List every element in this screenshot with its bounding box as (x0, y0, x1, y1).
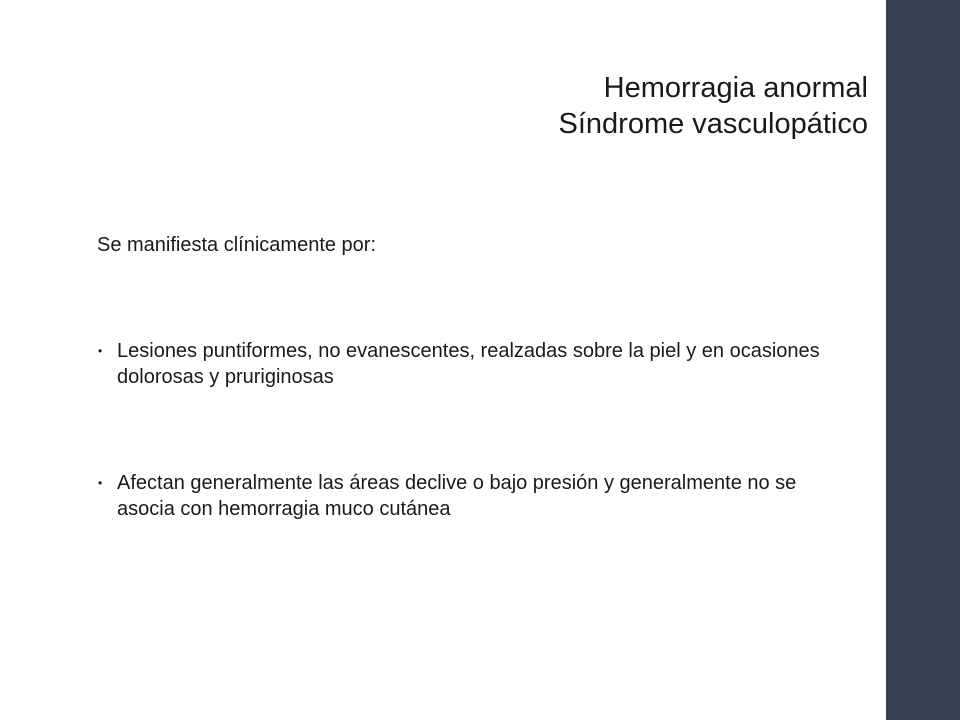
bullet-dot-icon: • (98, 344, 103, 358)
bullet-list (97, 338, 837, 602)
bullet-text: Lesiones puntiformes, no evanescentes, realzadas sobre la piel y en ocasiones dolorosas y pruriginosas (117, 340, 820, 388)
bullet-item (97, 338, 837, 390)
bullet-text: Afectan generalmente las áreas declive o bajo presión y generalmente no se asocia con hemorragia muco cutánea (117, 472, 797, 520)
bullet-dot-icon: • (98, 476, 103, 490)
slide-title (559, 70, 869, 142)
title-line-2: Síndrome vasculopático (558, 108, 868, 140)
bullet-item (97, 470, 837, 522)
title-line-1: Hemorragia anormal (603, 72, 868, 104)
intro-text: Se manifiesta clínicamente por: (97, 234, 377, 256)
side-accent-band (886, 0, 960, 720)
